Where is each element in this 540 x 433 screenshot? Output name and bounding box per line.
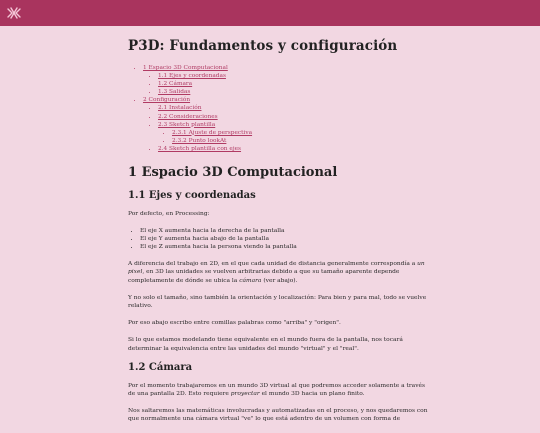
toc-link[interactable]: 1 Espacio 3D Computacional: [143, 65, 228, 71]
toc-link[interactable]: 2.3.1 Ajuste de perspectiva: [172, 129, 253, 136]
text-span: A diferencia del trabajo en 2D, en el que cada unidad de distancia generalmente correspondía a: [128, 261, 418, 268]
emphasis: un pixel: [128, 261, 425, 276]
text-span: el mundo 3D hacia un plano finito.: [259, 391, 365, 398]
emphasis: proyectar: [230, 391, 260, 398]
bullet-list: [128, 227, 428, 251]
emphasis: cámara: [239, 277, 262, 284]
paragraph: [128, 382, 428, 398]
table-of-contents: [128, 64, 428, 153]
text-span: Por el momento trabajaremos en un mundo 3D virtual al que podremos acceder solamente a través de una pantalla 2D. Esto requiere: [128, 382, 426, 398]
code-brackets-icon[interactable]: [6, 5, 22, 21]
section-heading: 1 Espacio 3D Computacional: [128, 165, 338, 181]
paragraph: Y no solo el tamaño, sino también la orientación y localización: Para bien y para mal, todo se vuelve relativo.: [128, 294, 427, 310]
list-item: • El eje X aumenta hacia la derecha de la pantalla: [140, 227, 428, 235]
toc-item: [143, 64, 428, 96]
paragraph: Si lo que estamos modelando tiene equivalente en el mundo fuera de la pantalla, nos tocará determinar la equivalencia entre las unidades del mundo "virtual" y el "real".: [128, 337, 403, 352]
toc-link[interactable]: 1.2 Cámara: [158, 81, 193, 88]
subsection-heading: 1.2 Cámara: [128, 361, 193, 373]
text-span: (ver abajo).: [261, 277, 298, 284]
toc-item: [143, 96, 428, 153]
paragraph: Por eso abajo escribo entre comillas palabras como "arriba" y "origen".: [128, 320, 341, 327]
subsection-heading: 1.1 Ejes y coordenadas: [128, 190, 256, 202]
paragraph: [128, 260, 428, 285]
toc-link[interactable]: 2.4 Sketch plantilla con ejes: [158, 145, 242, 152]
paragraph: Por defecto, en Processing:: [128, 211, 210, 218]
page-title: P3D: Fundamentos y configuración: [128, 38, 398, 54]
list-item: • El eje Y aumenta hacia abajo de la pantalla: [140, 235, 428, 243]
paragraph: Nos saltaremos las matemáticas involucradas y automatizadas en el proceso, y nos quedaremos con que normalmente una cámara virtual "ve" lo que está adentro de un volumen con forma de: [128, 408, 428, 423]
main-content: [128, 38, 428, 433]
toc-link[interactable]: 2.2 Consideraciones: [158, 113, 218, 120]
list-item: • El eje Z aumenta hacia la persona viendo la pantalla: [140, 243, 428, 251]
toc-link[interactable]: 1.1 Ejes y coordenadas: [158, 73, 226, 80]
toc-link[interactable]: 2.1 Instalación: [158, 105, 202, 112]
toc-link[interactable]: 2.3.2 Punto lookAt: [172, 137, 227, 144]
text-span: , en 3D las unidades se vuelven arbitrarias debido a que su tamaño aparente depende completamente de dónde se ubica la: [128, 269, 400, 284]
toc-link[interactable]: 2.3 Sketch plantilla: [158, 121, 216, 128]
toc-link[interactable]: 2 Configuración: [143, 97, 191, 104]
toc-link[interactable]: 1.3 Salidas: [158, 89, 191, 96]
top-bar: [0, 0, 540, 26]
